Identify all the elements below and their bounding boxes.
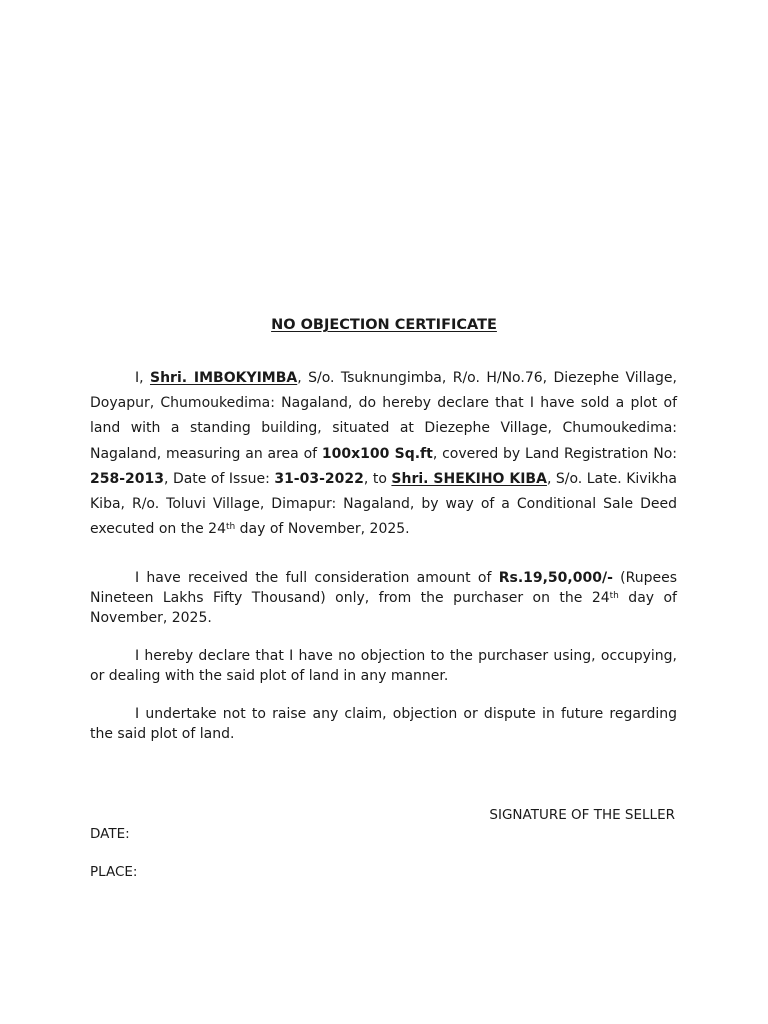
- ordinal-suffix: th: [609, 591, 619, 601]
- text-run: (Rupees Nineteen Lakhs Fifty Thousand) only, from the purchaser on the 24: [90, 570, 677, 606]
- declaration-paragraph: [90, 366, 677, 542]
- issue-date: 31-03-2022: [274, 470, 364, 487]
- no-objection-paragraph: I hereby declare that I have no objection to the purchaser using, occupying, or dealing with the said plot of land in any manner.: [90, 648, 677, 684]
- text-run: I,: [135, 370, 150, 386]
- payment-paragraph: [90, 568, 677, 628]
- text-run: I have received the full consideration amount of: [135, 570, 499, 586]
- ordinal-suffix: th: [225, 522, 236, 533]
- plot-area: 100x100 Sq.ft: [321, 445, 433, 462]
- text-run: , Date of Issue:: [164, 470, 275, 487]
- undertaking-paragraph: I undertake not to raise any claim, objection or dispute in future regarding the said plot of land.: [90, 706, 677, 742]
- consideration-amount: Rs.19,50,000/-: [498, 570, 613, 586]
- text-run: , S/o. Tsuknungimba, R/o. H/No.76, Diezephe Village, Doyapur, Chumoukedima: Nagaland, do hereby declare that I have sold a plot of land with a standing building, situated at Diezephe Village, Chumoukedima: Nagaland, measuring an area of: [90, 370, 677, 462]
- text-run: day of November, 2025.: [90, 590, 677, 626]
- place-label: PLACE:: [90, 864, 138, 880]
- text-run: day of November, 2025.: [235, 521, 410, 538]
- text-run: , to: [363, 470, 392, 487]
- text-run: , S/o. Late. Kivikha Kiba, R/o. Toluvi Village, Dimapur: Nagaland, by way of a Conditional Sale Deed executed on the 24: [90, 470, 677, 538]
- text-run: , covered by Land Registration No:: [432, 445, 677, 462]
- seller-name: Shri. IMBOKYIMBA: [149, 370, 298, 386]
- signature-label: SIGNATURE OF THE SELLER: [489, 807, 675, 823]
- buyer-name: Shri. SHEKIHO KIBA: [391, 470, 547, 487]
- document-title: NO OBJECTION CERTIFICATE: [271, 317, 497, 333]
- date-label: DATE:: [90, 826, 130, 842]
- registration-number: 258-2013: [90, 470, 164, 487]
